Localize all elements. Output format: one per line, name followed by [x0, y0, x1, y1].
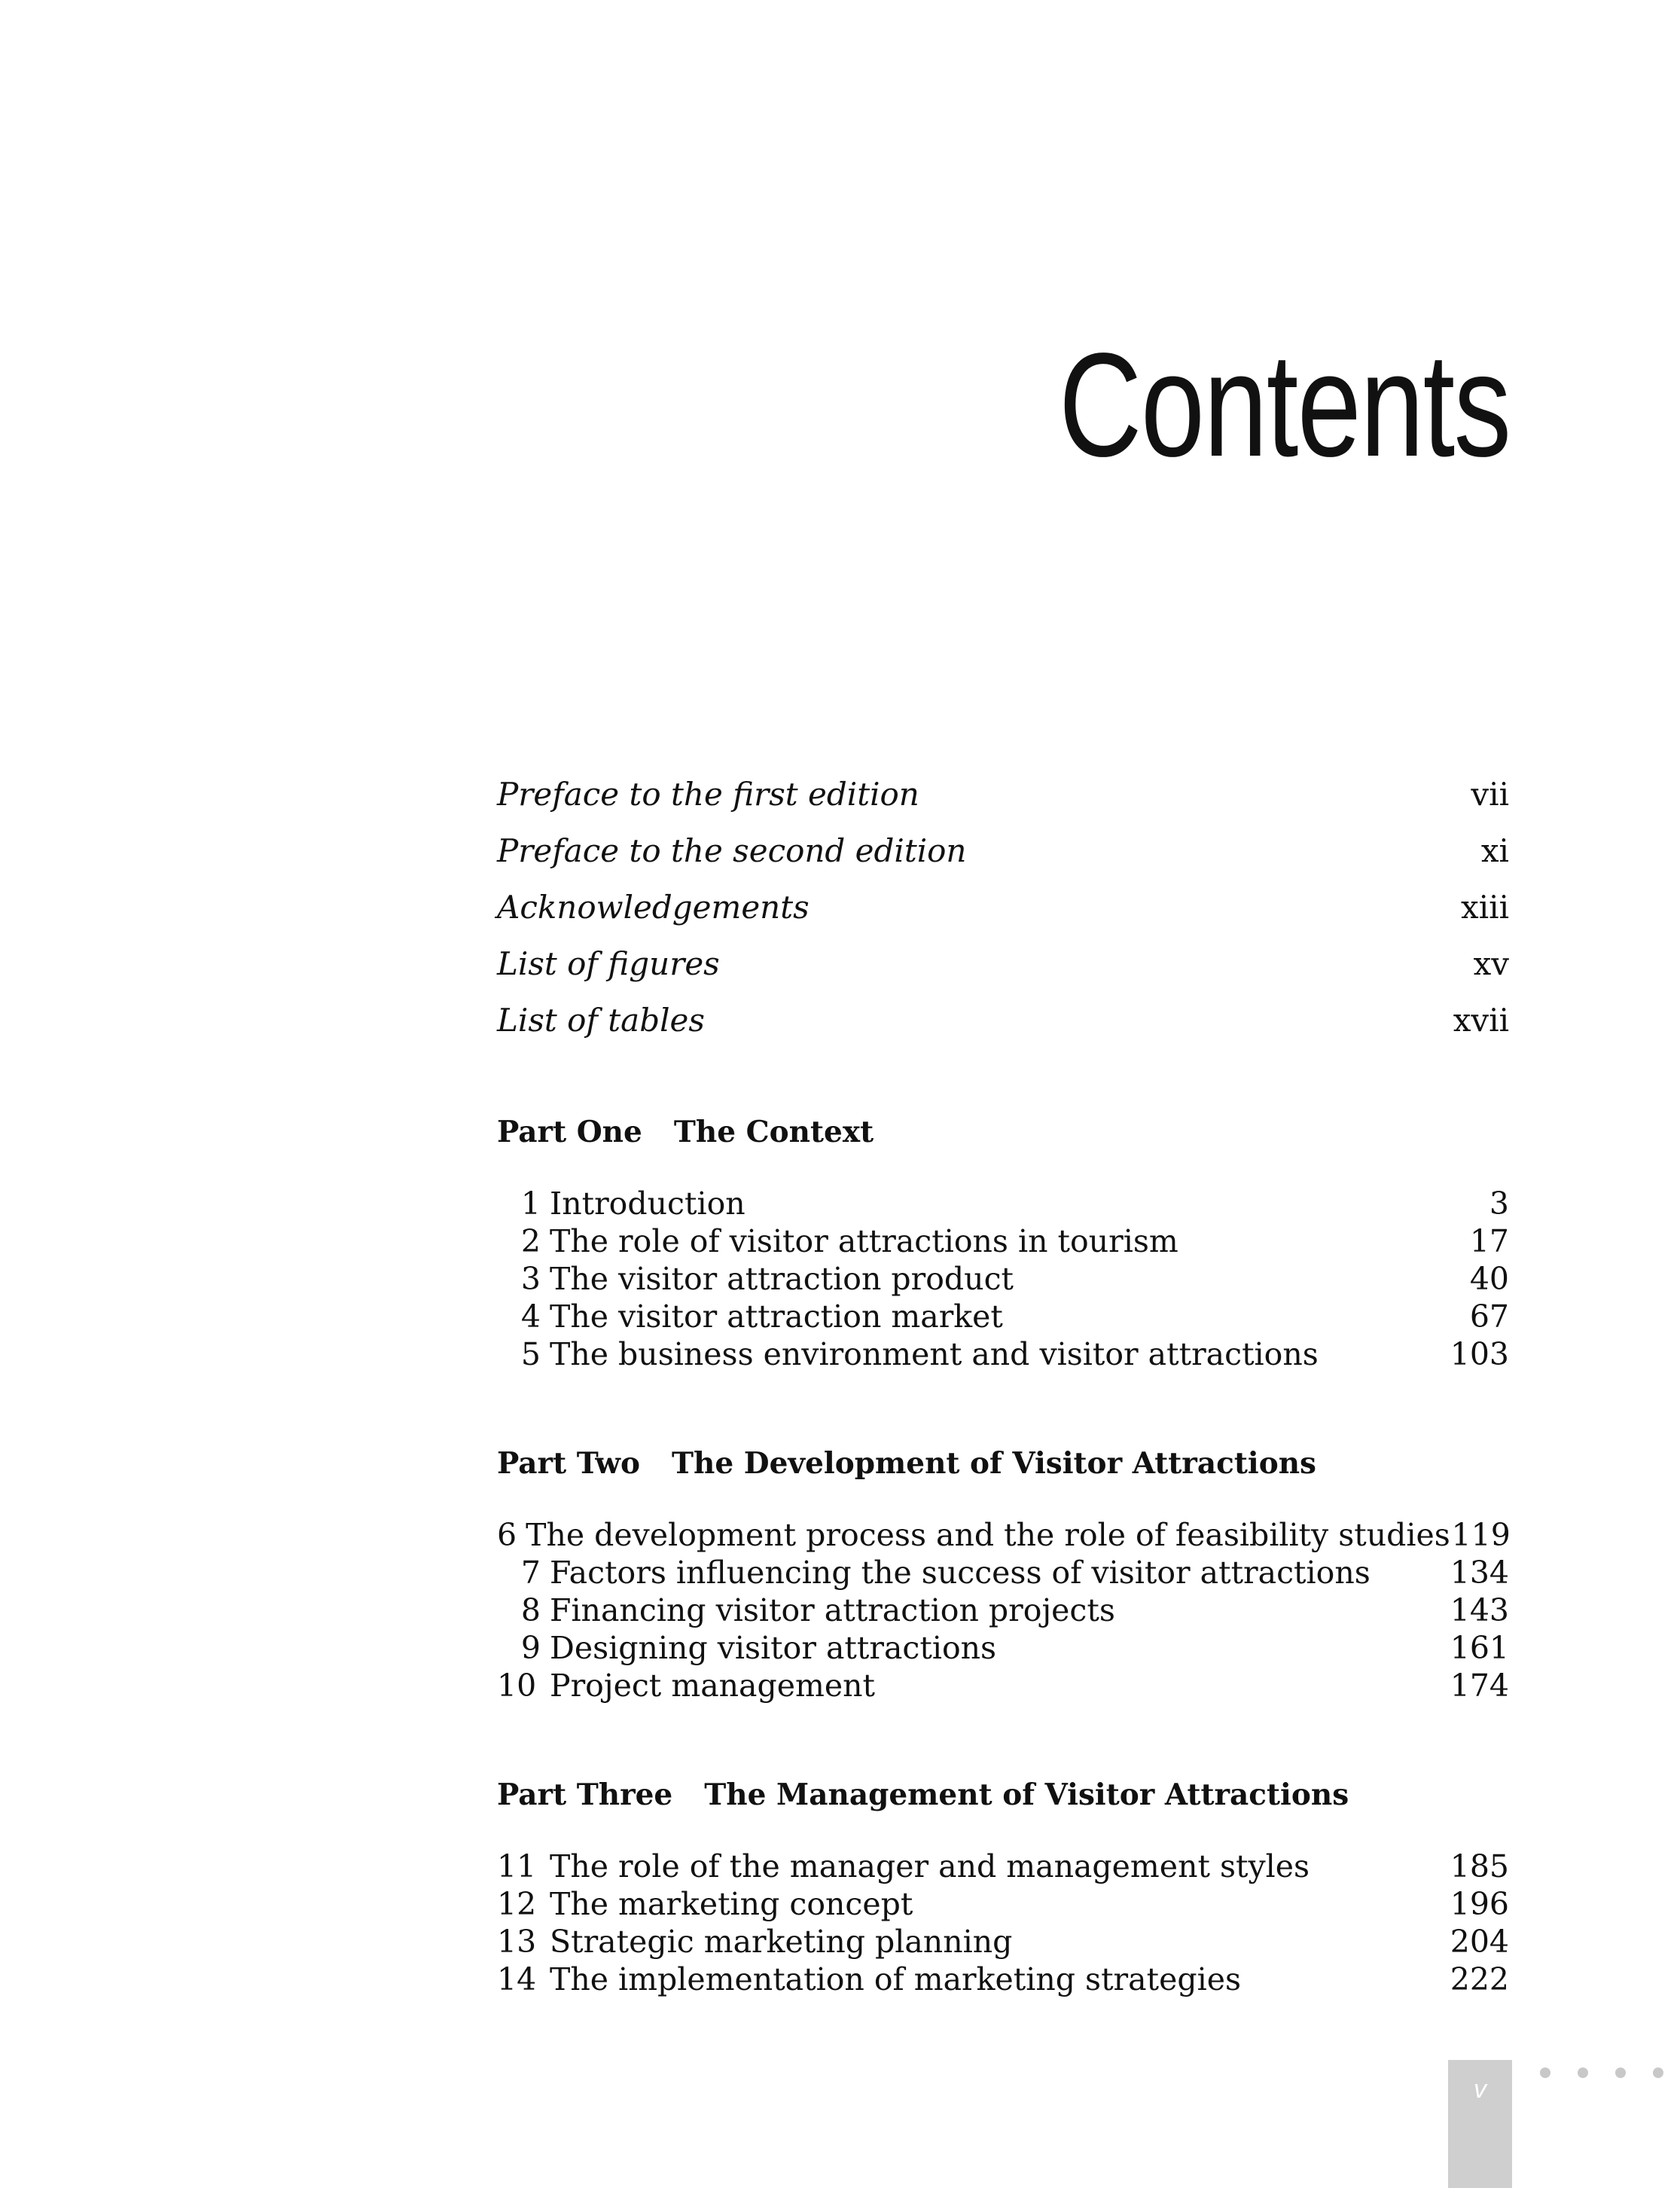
front-matter-item[interactable]	[497, 945, 1509, 1002]
chapter-item[interactable]	[497, 1298, 1509, 1336]
chapter-page: 222	[1450, 1961, 1509, 1997]
chapter-number: 4	[520, 1298, 541, 1335]
chapter-page: 40	[1469, 1261, 1509, 1297]
chapter-number: 5	[520, 1336, 541, 1372]
chapter-list	[497, 1848, 1509, 1999]
part-heading	[497, 1115, 1509, 1160]
chapter-page: 17	[1469, 1223, 1509, 1259]
chapter-title: Designing visitor attractions	[550, 1630, 997, 1666]
chapter-title: The business environment and visitor attractions	[550, 1336, 1319, 1372]
chapter-item[interactable]	[497, 1630, 1509, 1668]
front-matter-item[interactable]	[497, 776, 1509, 832]
chapter-page: 174	[1450, 1668, 1509, 1704]
chapter-item[interactable]	[497, 1848, 1509, 1886]
chapter-item[interactable]	[497, 1336, 1509, 1374]
chapter-number: 2	[520, 1223, 541, 1259]
chapter-list	[497, 1517, 1509, 1705]
chapter-page: 161	[1450, 1630, 1509, 1666]
front-matter-title: Preface to the second edition	[497, 832, 967, 869]
front-matter-title: Preface to the first edition	[497, 776, 919, 813]
chapter-title: Factors influencing the success of visitor attractions	[550, 1555, 1371, 1591]
front-matter-item[interactable]	[497, 889, 1509, 945]
part-label: Part Three	[497, 1778, 673, 1812]
chapter-item[interactable]	[497, 1186, 1509, 1223]
chapter-number: 14	[497, 1961, 537, 1997]
part-heading	[497, 1446, 1509, 1491]
chapter-page: 3	[1489, 1186, 1509, 1222]
chapter-number: 9	[520, 1630, 541, 1666]
page-title: Contents	[1058, 322, 1510, 487]
dot-icon	[1653, 2067, 1663, 2078]
front-matter-item[interactable]	[497, 832, 1509, 889]
chapter-title: Strategic marketing planning	[550, 1924, 1013, 1960]
front-matter-title: Acknowledgements	[497, 889, 810, 926]
part-label: Part One	[497, 1115, 642, 1149]
chapter-title: Project management	[550, 1668, 876, 1704]
table-of-contents	[497, 776, 1509, 1999]
chapter-number: 10	[497, 1668, 537, 1704]
chapter-number: 7	[520, 1555, 541, 1591]
front-matter-item[interactable]	[497, 1002, 1509, 1058]
chapter-item[interactable]	[497, 1924, 1509, 1961]
chapter-title: The implementation of marketing strategies	[550, 1961, 1241, 1997]
chapter-page: 204	[1450, 1924, 1509, 1960]
part-heading	[497, 1778, 1509, 1823]
part-title: The Context	[673, 1115, 874, 1149]
chapter-number: 8	[520, 1592, 541, 1628]
chapter-item[interactable]	[497, 1517, 1509, 1555]
front-matter-list	[497, 776, 1509, 1058]
chapter-title: The role of the manager and management styles	[550, 1848, 1310, 1884]
front-matter-page: vii	[1471, 776, 1509, 813]
chapter-number: 6	[497, 1517, 517, 1553]
chapter-title: The visitor attraction market	[550, 1298, 1003, 1335]
chapter-item[interactable]	[497, 1223, 1509, 1261]
chapter-item[interactable]	[497, 1668, 1509, 1705]
front-matter-page: xvii	[1453, 1002, 1509, 1039]
part-label: Part Two	[497, 1446, 641, 1481]
chapter-title: The development process and the role of feasibility studies	[526, 1517, 1450, 1553]
chapter-list	[497, 1186, 1509, 1374]
chapter-page: 196	[1450, 1886, 1509, 1922]
chapter-item[interactable]	[497, 1555, 1509, 1592]
page-number-tab	[1448, 2060, 1512, 2188]
front-matter-title: List of figures	[497, 945, 720, 982]
front-matter-title: List of tables	[497, 1002, 705, 1039]
chapter-item[interactable]	[497, 1592, 1509, 1630]
front-matter-page: xiii	[1461, 889, 1509, 926]
chapter-title: The visitor attraction product	[550, 1261, 1014, 1297]
decorative-dots	[1540, 2067, 1663, 2078]
dot-icon	[1578, 2067, 1588, 2078]
chapter-page: 134	[1450, 1555, 1509, 1591]
chapter-title: Introduction	[550, 1186, 745, 1222]
page-number: v	[1474, 2075, 1486, 2104]
chapter-number: 3	[520, 1261, 541, 1297]
chapter-title: Financing visitor attraction projects	[550, 1592, 1115, 1628]
chapter-item[interactable]	[497, 1261, 1509, 1298]
chapter-number: 1	[520, 1186, 541, 1222]
front-matter-page: xv	[1473, 945, 1509, 982]
front-matter-page: xi	[1480, 832, 1509, 869]
chapter-page: 185	[1450, 1848, 1509, 1884]
chapter-title: The marketing concept	[550, 1886, 913, 1922]
part-title: The Development of Visitor Attractions	[672, 1446, 1317, 1481]
chapter-page: 143	[1450, 1592, 1509, 1628]
chapter-number: 12	[497, 1886, 537, 1922]
chapter-number: 11	[497, 1848, 537, 1884]
chapter-item[interactable]	[497, 1961, 1509, 1999]
chapter-page: 119	[1451, 1517, 1511, 1553]
chapter-title: The role of visitor attractions in tourism	[550, 1223, 1178, 1259]
chapter-page: 103	[1450, 1336, 1509, 1372]
dot-icon	[1540, 2067, 1550, 2078]
chapter-number: 13	[497, 1924, 537, 1960]
chapter-item[interactable]	[497, 1886, 1509, 1924]
dot-icon	[1615, 2067, 1626, 2078]
chapter-page: 67	[1469, 1298, 1509, 1335]
part-title: The Management of Visitor Attractions	[704, 1778, 1349, 1812]
